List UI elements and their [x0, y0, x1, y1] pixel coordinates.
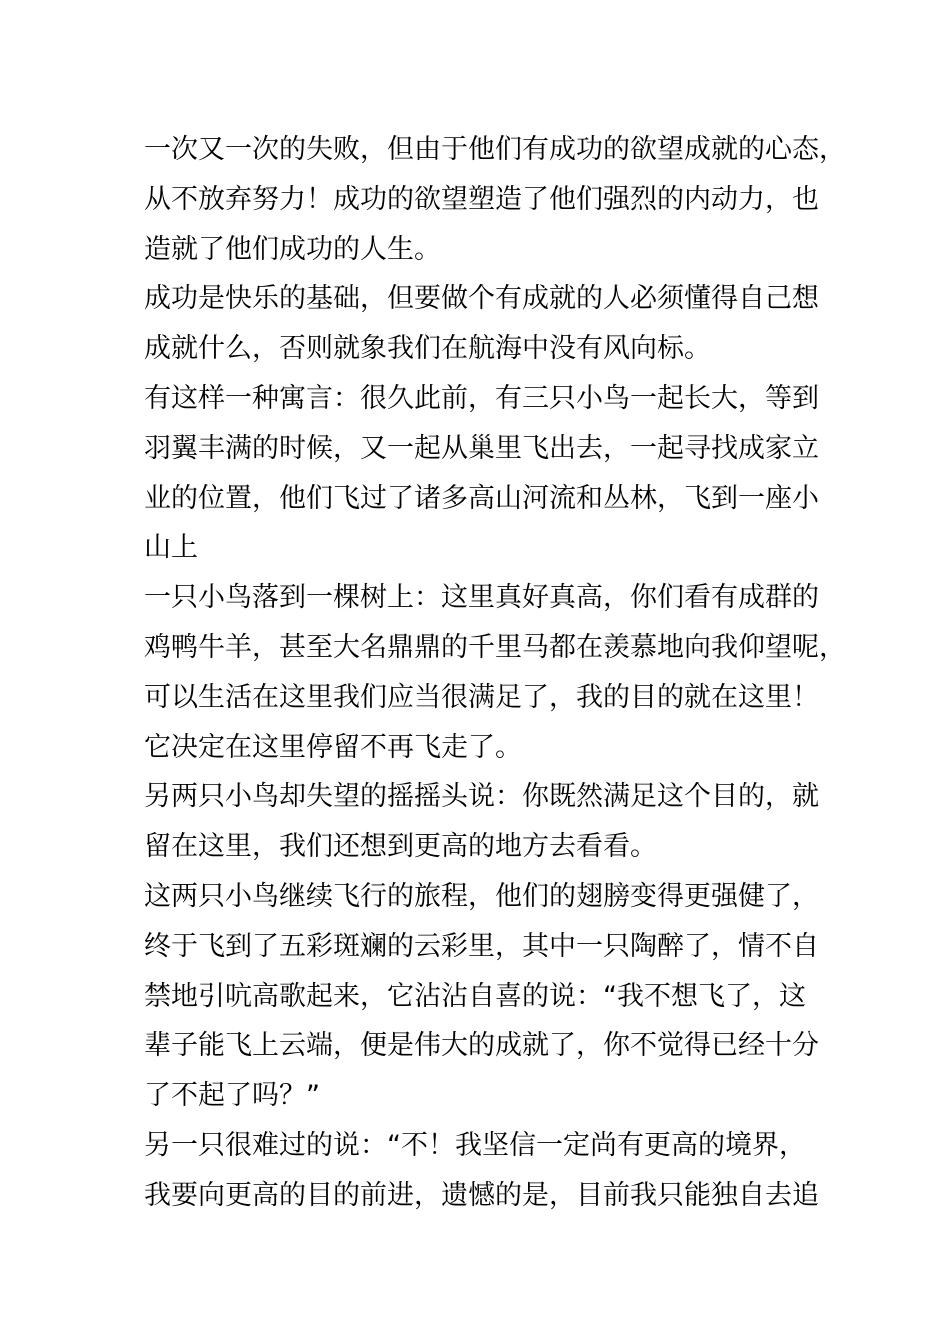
text-line: 禁地引吭高歌起来，它沾沾自喜的说：“我不想飞了，这 — [144, 980, 806, 1012]
text-line: 它决定在这里停留不再飞走了。 — [144, 731, 522, 763]
text-line: 造就了他们成功的人生。 — [144, 233, 441, 265]
text-line: 可以生活在这里我们应当很满足了，我的目的就在这里！ — [144, 681, 819, 713]
text-line: 我要向更高的目的前进，遗憾的是，目前我只能独自去追 — [144, 1179, 819, 1211]
text-line: 辈子能飞上云端，便是伟大的成就了，你不觉得已经十分 — [144, 1030, 819, 1062]
text-line: 留在这里，我们还想到更高的地方去看看。 — [144, 831, 657, 863]
text-line: 终于飞到了五彩斑斓的云彩里，其中一只陶醉了，情不自 — [144, 930, 819, 962]
body-text — [144, 125, 846, 1221]
text-line: 一只小鸟落到一棵树上：这里真好真高，你们看有成群的 — [144, 582, 819, 614]
text-line: 鸡鸭牛羊，甚至大名鼎鼎的千里马都在羡慕地向我仰望呢， — [144, 631, 846, 663]
text-line: 这两只小鸟继续飞行的旅程，他们的翅膀变得更强健了， — [144, 880, 819, 912]
text-line: 羽翼丰满的时候，又一起从巢里飞出去，一起寻找成家立 — [144, 432, 819, 464]
text-line: 业的位置，他们飞过了诸多高山河流和丛林，飞到一座小 — [144, 482, 819, 514]
text-line: 成就什么，否则就象我们在航海中没有风向标。 — [144, 333, 711, 365]
text-line: 有这样一种寓言：很久此前，有三只小鸟一起长大，等到 — [144, 382, 819, 414]
text-line: 一次又一次的失败，但由于他们有成功的欲望成就的心态， — [144, 134, 846, 165]
text-line: 另一只很难过的说：“不！我坚信一定尚有更高的境界， — [144, 1129, 806, 1161]
text-line: 了不起了吗？” — [144, 1080, 320, 1112]
text-line: 成功是快乐的基础，但要做个有成就的人必须懂得自己想 — [144, 283, 819, 315]
text-line: 从不放弃努力！成功的欲望塑造了他们强烈的内动力，也 — [144, 183, 819, 215]
text-line: 山上 — [144, 532, 198, 564]
text-line: 另两只小鸟却失望的摇摇头说：你既然满足这个目的，就 — [144, 781, 819, 813]
